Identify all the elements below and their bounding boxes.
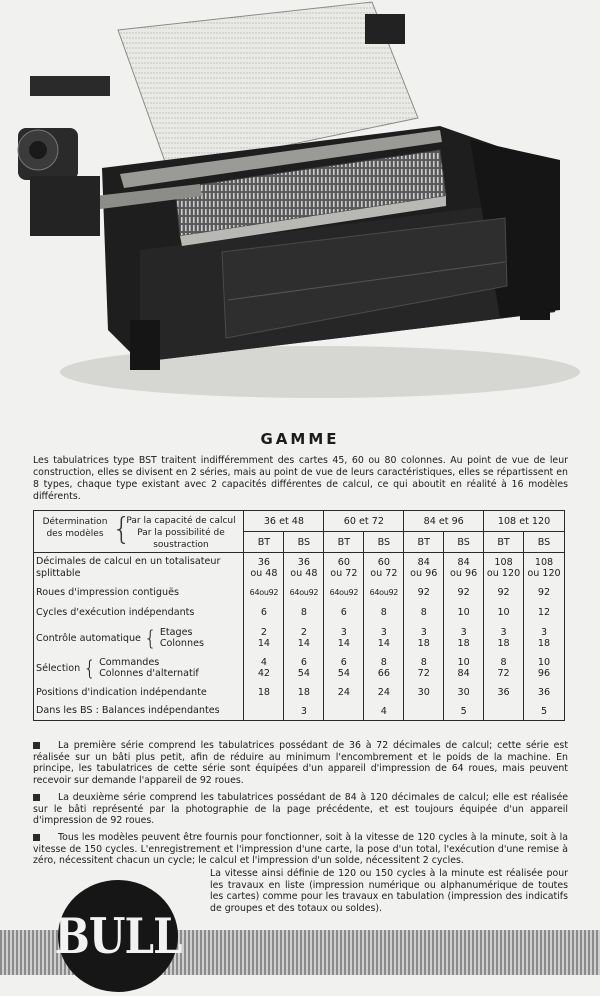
- cell: 92: [484, 583, 524, 603]
- section-title: GAMME: [260, 430, 340, 448]
- cell: 108 ou 120: [524, 553, 565, 583]
- cell: 3 18: [524, 623, 565, 653]
- row-label: Positions d'indication indépendante: [34, 683, 244, 703]
- cell: 3 14: [364, 623, 404, 653]
- cell: 2 14: [244, 623, 284, 653]
- cell: 3 18: [404, 623, 444, 653]
- row-sublabel: Colonnes: [159, 637, 204, 649]
- table-row: [34, 703, 565, 721]
- group-header: 36 et 48: [244, 511, 324, 532]
- cell: 18: [244, 683, 284, 703]
- paragraph-speed-detail: La vitesse ainsi définie de 120 ou 150 cycles à la minute est réalisée pour les travaux en liste (impression numérique ou alphanumérique de toutes les cartes) comme pour les travaux en tabulation (impression des indicatifs de groupes et des totaux ou soldes).: [210, 868, 568, 914]
- cell: 6: [324, 603, 364, 623]
- cell: 24: [364, 683, 404, 703]
- paragraph-speed: Tous les modèles peuvent être fournis pour fonctionner, soit à la vitesse de 120 cycles à la minute, soit à la vitesse de 150 cycles. L'enregistrement et l'impression d'une carte, la pose d'un total, l'exécution d'une remise à zéro, nécessitent chacun un cycle; le calcul et l'impression d'un solde, nécessitent 2 cycles.: [33, 832, 568, 867]
- cell: 92: [404, 583, 444, 603]
- paragraph-second-series: La deuxième série comprend les tabulatrices possédant de 84 à 120 décimales de calcul; elle est réalisée sur le bâti représenté par la photographie de la page précédente, et est toujours équipée d'un appareil d'impression de 92 roues.: [33, 792, 568, 827]
- cell: [404, 703, 444, 721]
- determination-label: Détermination des modèles: [42, 517, 108, 539]
- row-label-group: Sélection { Commandes Colonnes d'alternatif: [34, 653, 244, 683]
- type-header: BT: [404, 532, 444, 553]
- tabulator-photograph: [0, 0, 600, 420]
- cell: 60 ou 72: [364, 553, 404, 583]
- paragraph-first-series: La première série comprend les tabulatrices possédant de 36 à 72 décimales de calcul; cette série est réalisée sur un bâti plus petit, afin de réduire au minimum l'encombrement et le poids de la machine. En principe, les tabulatrices de cette série sont équipées d'un appareil d'impression de 64 roues, mais peuvent recevoir sur demande l'appareil de 92 roues.: [33, 740, 568, 786]
- cell: 4 42: [244, 653, 284, 683]
- table-row: [34, 583, 565, 603]
- cell: 8 72: [404, 653, 444, 683]
- row-label-group: Contrôle automatique { Etages Colonnes: [34, 623, 244, 653]
- cell: 6 54: [324, 653, 364, 683]
- cell: 10: [484, 603, 524, 623]
- type-header: BT: [244, 532, 284, 553]
- cell: [244, 703, 284, 721]
- cell: 108 ou 120: [484, 553, 524, 583]
- cell: [484, 703, 524, 721]
- cell: 6: [244, 603, 284, 623]
- table-row: [34, 683, 565, 703]
- row-sublabel: Colonnes d'alternatif: [99, 667, 199, 679]
- cell: 10 84: [444, 653, 484, 683]
- cell: 84 ou 96: [404, 553, 444, 583]
- cell: 4: [364, 703, 404, 721]
- capacity-label: Par la capacité de calcul: [126, 516, 236, 526]
- cell: 3 14: [324, 623, 364, 653]
- group-header: 108 et 120: [484, 511, 565, 532]
- table-header-determination: [34, 511, 244, 553]
- cell: 8 66: [364, 653, 404, 683]
- cell: 36: [484, 683, 524, 703]
- cell: 8: [404, 603, 444, 623]
- square-bullet-icon: [33, 742, 40, 749]
- row-label: Roues d'impression contiguës: [34, 583, 244, 603]
- cell: 36 ou 48: [284, 553, 324, 583]
- type-header: BT: [484, 532, 524, 553]
- cell: 2 14: [284, 623, 324, 653]
- cell: 12: [524, 603, 565, 623]
- cell: 64ou92: [364, 583, 404, 603]
- type-header: BS: [364, 532, 404, 553]
- cell: 3 18: [444, 623, 484, 653]
- square-bullet-icon: [33, 794, 40, 801]
- cell: 24: [324, 683, 364, 703]
- cell: 3: [284, 703, 324, 721]
- table-row: [34, 653, 565, 683]
- cell: 84 ou 96: [444, 553, 484, 583]
- cell: 3 18: [484, 623, 524, 653]
- cell: 5: [524, 703, 565, 721]
- square-bullet-icon: [33, 834, 40, 841]
- row-label: Contrôle automatique: [36, 632, 141, 644]
- cell: 30: [444, 683, 484, 703]
- cell: 8: [364, 603, 404, 623]
- cell: 92: [444, 583, 484, 603]
- cell: 64ou92: [324, 583, 364, 603]
- cell: 64ou92: [284, 583, 324, 603]
- cell: 6 54: [284, 653, 324, 683]
- row-sublabel: Etages: [159, 626, 193, 638]
- row-label: Dans les BS : Balances indépendantes: [34, 703, 244, 721]
- brace: {: [112, 512, 132, 547]
- type-header: BS: [524, 532, 565, 553]
- row-label: Cycles d'exécution indépendants: [34, 603, 244, 623]
- table-row: [34, 623, 565, 653]
- cell: [324, 703, 364, 721]
- table-row: [34, 553, 565, 583]
- cell: 8 72: [484, 653, 524, 683]
- model-specification-table: [33, 510, 565, 721]
- row-label: Décimales de calcul en un totalisateur splittable: [34, 553, 244, 583]
- bull-logo: [54, 880, 182, 992]
- type-header: BS: [444, 532, 484, 553]
- cell: 92: [524, 583, 565, 603]
- cell: 36 ou 48: [244, 553, 284, 583]
- cell: 60 ou 72: [324, 553, 364, 583]
- type-header: BT: [324, 532, 364, 553]
- row-label: Sélection: [36, 662, 81, 674]
- intro-paragraph: Les tabulatrices type BST traitent indifféremment des cartes 45, 60 ou 80 colonnes. Au point de vue de leur construction, elles se divisent en 2 séries, mais au point de vue de leurs caractéristiques, elles se répartissent en 8 types, chaque type existant avec 2 capacités différentes de calcul, ce qui aboutit en réalité à 16 modèles différents.: [33, 455, 568, 502]
- group-header: 84 et 96: [404, 511, 484, 532]
- type-header: BS: [284, 532, 324, 553]
- cell: 30: [404, 683, 444, 703]
- cell: 64ou92: [244, 583, 284, 603]
- cell: 10: [444, 603, 484, 623]
- logo-text: BULL: [54, 907, 182, 965]
- cell: 5: [444, 703, 484, 721]
- cell: 8: [284, 603, 324, 623]
- subtraction-label: Par la possibilité de soustraction: [137, 528, 225, 550]
- cell: 36: [524, 683, 565, 703]
- table-row: [34, 603, 565, 623]
- group-header: 60 et 72: [324, 511, 404, 532]
- cell: 10 96: [524, 653, 565, 683]
- cell: 18: [284, 683, 324, 703]
- row-sublabel: Commandes: [99, 656, 160, 668]
